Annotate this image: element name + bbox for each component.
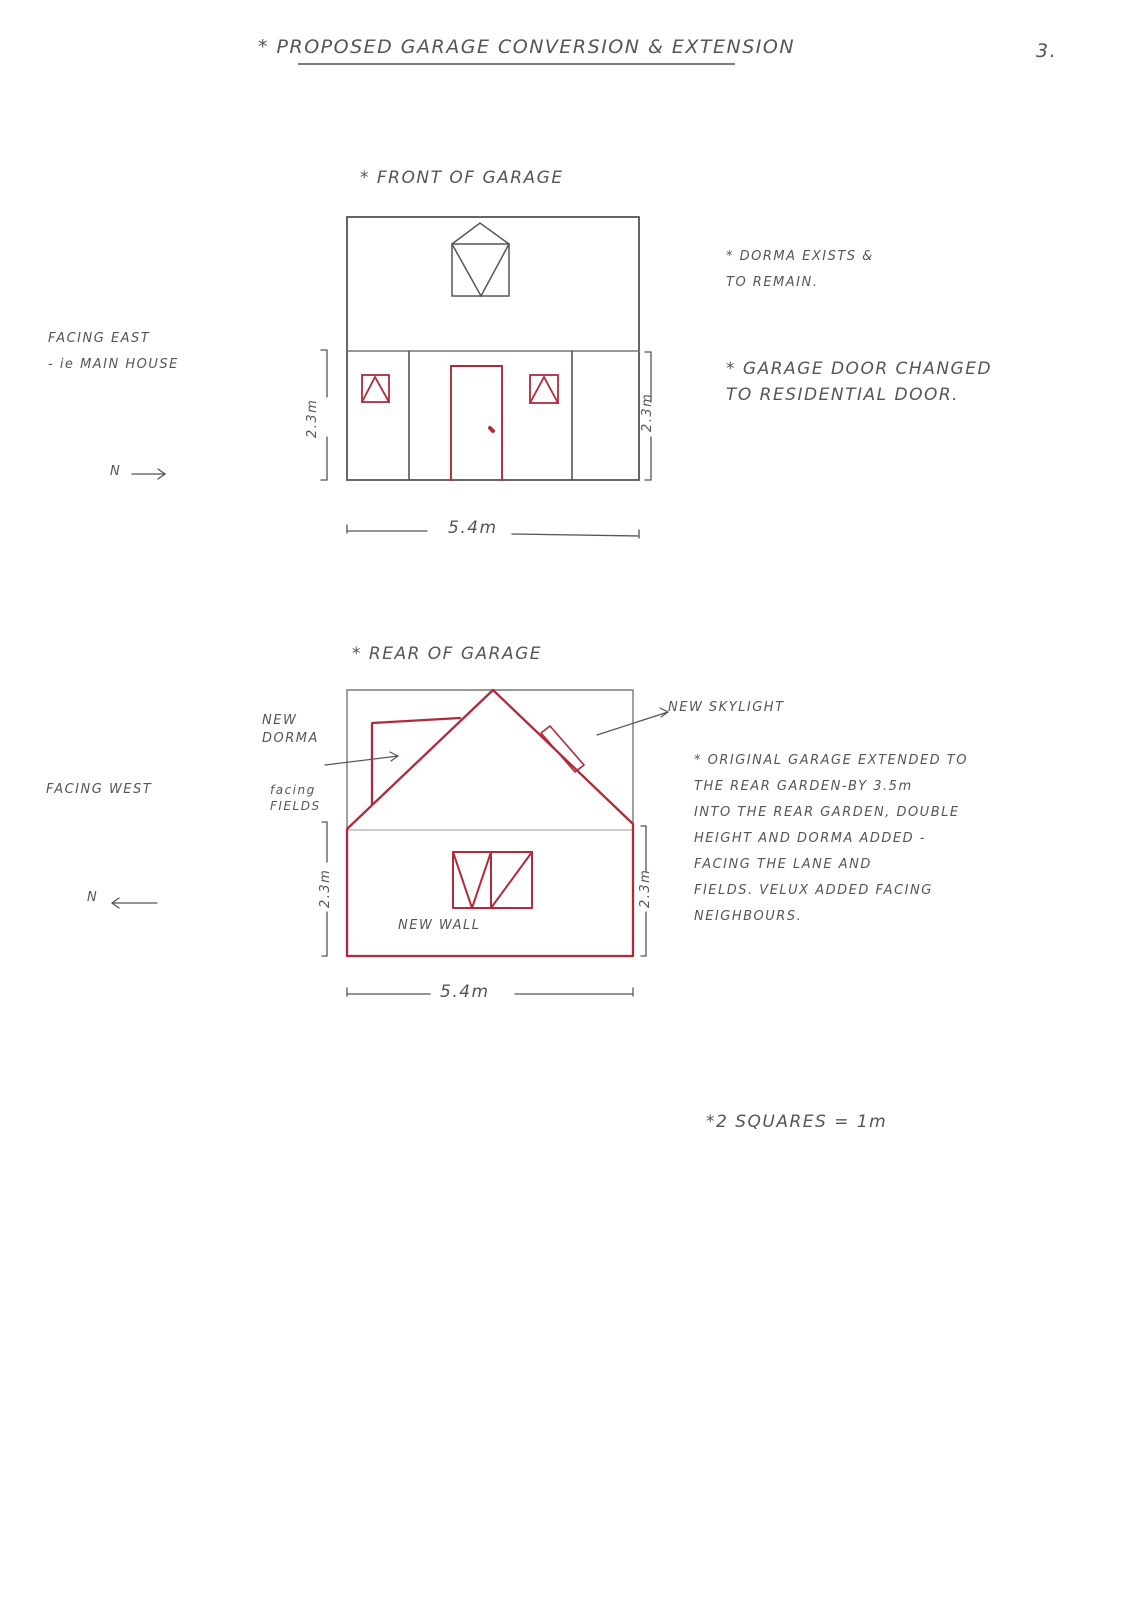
facing-fields-label: facing FIELDS: [270, 783, 321, 813]
skylight-label: NEW SKYLIGHT: [668, 700, 785, 715]
front-height-left: 2.3m: [305, 398, 320, 438]
front-height-right: 2.3m: [640, 392, 655, 432]
front-elevation: [132, 217, 651, 538]
rear-north-label: N: [87, 890, 99, 905]
rear-leader-lines: [325, 708, 668, 765]
velux-skylight: [541, 726, 584, 772]
rear-heading: * REAR OF GARAGE: [352, 644, 543, 664]
front-outline: [347, 217, 639, 480]
front-dimension-lines: [321, 350, 651, 538]
rear-height-right: 2.3m: [638, 868, 653, 908]
front-north-label: N: [110, 464, 122, 479]
front-width-label: 5.4m: [448, 518, 498, 538]
drawing-title: * PROPOSED GARAGE CONVERSION & EXTENSION: [258, 36, 796, 58]
rear-north-arrow: [112, 898, 157, 908]
rear-elevation: [112, 690, 668, 996]
residential-door: [451, 366, 502, 480]
extension-note: * ORIGINAL GARAGE EXTENDED TO THE REAR GARDEN-BY 3.5m INTO THE REAR GARDEN, DOUBLE HEIGHT AND DORMA ADDED - FACING THE LANE AND FIELDS. VELUX ADDED FACING NEIGHBOURS.: [694, 753, 968, 924]
door-note: * GARAGE DOOR CHANGED TO RESIDENTIAL DOOR.: [726, 359, 993, 405]
existing-dorma-window: [452, 223, 509, 296]
rear-orientation-label: FACING WEST: [46, 782, 153, 797]
front-window-left: [362, 375, 389, 402]
page-number: 3.: [1036, 40, 1058, 62]
new-wall-label: NEW WALL: [398, 918, 481, 933]
rear-grid-frame: [347, 690, 633, 956]
rear-width-label: 5.4m: [440, 982, 490, 1002]
scale-note: *2 SQUARES = 1m: [706, 1112, 888, 1132]
front-heading: * FRONT OF GARAGE: [360, 168, 564, 188]
rear-height-left: 2.3m: [318, 868, 333, 908]
extension-outline: [347, 690, 633, 956]
new-wall-window: [453, 852, 532, 908]
front-north-arrow: [132, 469, 165, 479]
front-window-right: [530, 375, 558, 403]
dorma-note: * DORMA EXISTS & TO REMAIN.: [726, 249, 874, 290]
front-orientation-label: FACING EAST - ie MAIN HOUSE: [48, 331, 179, 372]
new-dorma-label: NEW DORMA: [262, 713, 319, 746]
